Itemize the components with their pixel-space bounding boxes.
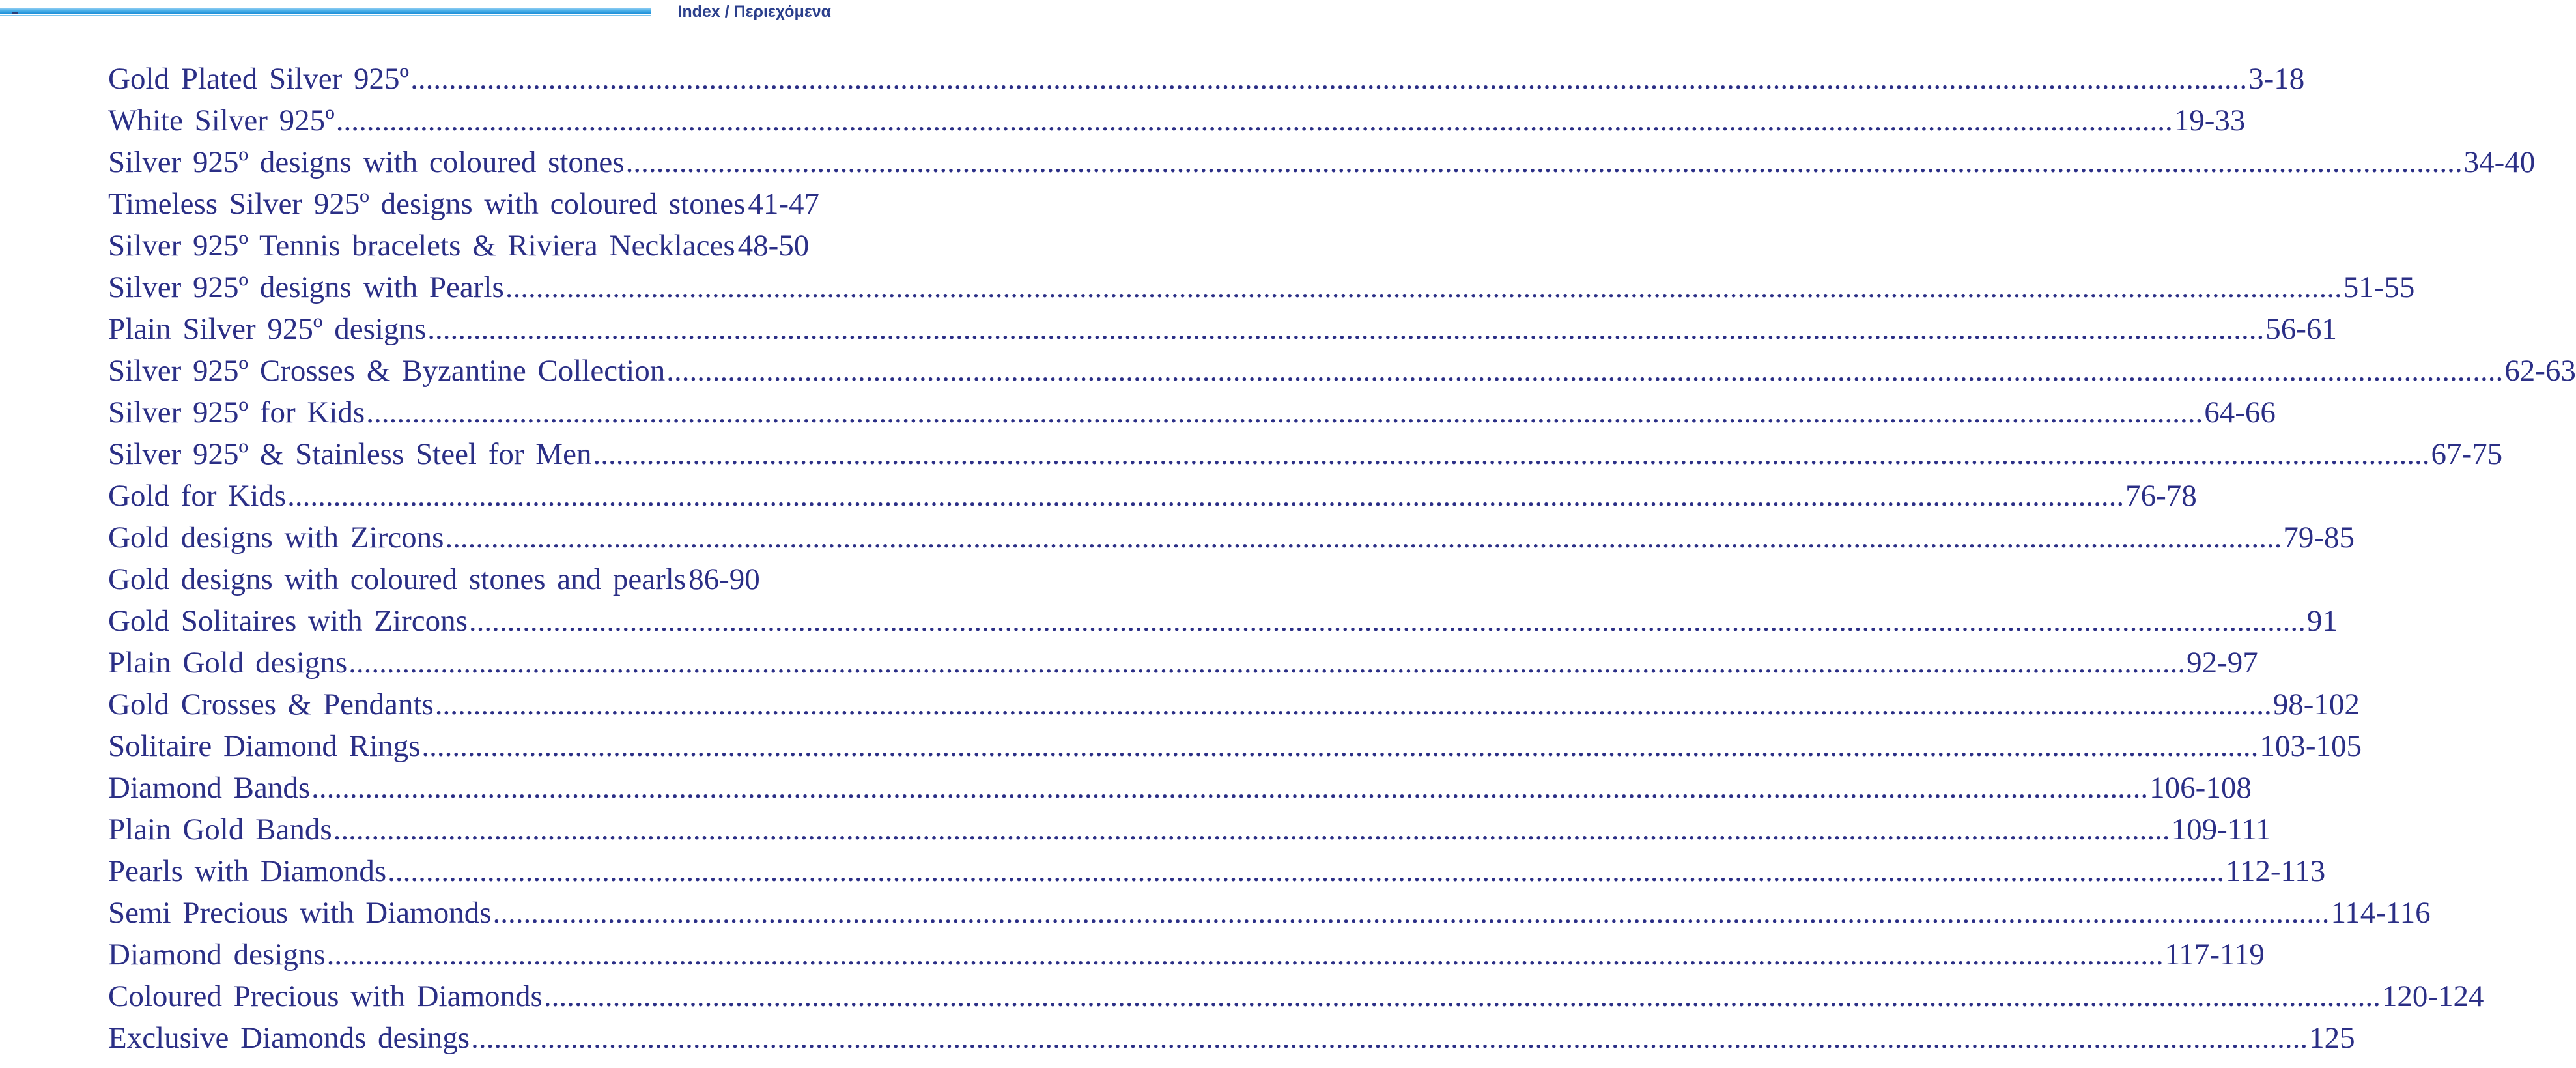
toc-entry[interactable]	[108, 645, 2258, 687]
header-rule-underline	[0, 15, 651, 16]
toc-entry[interactable]	[108, 311, 2337, 353]
toc-entry[interactable]	[108, 520, 2355, 562]
toc-dot-leader	[469, 603, 2306, 639]
toc-dot-leader	[287, 478, 2124, 513]
toc-dot-leader	[427, 311, 2264, 347]
toc-entry[interactable]	[108, 103, 2246, 145]
toc-entry[interactable]	[108, 186, 820, 228]
toc-dot-leader	[388, 854, 2224, 889]
toc-entry-title: Gold Crosses & Pendants	[108, 687, 434, 721]
toc-entry-title: Silver 925º for Kids	[108, 396, 365, 429]
toc-dot-leader	[348, 645, 2185, 680]
toc-dot-leader	[471, 1020, 2308, 1056]
toc-entry-pages: 125	[2309, 1021, 2355, 1055]
toc-entry[interactable]	[108, 687, 2360, 729]
toc-entry-pages: 86-90	[688, 562, 760, 596]
toc-dot-leader	[544, 979, 2381, 1014]
toc-dot-leader	[366, 395, 2203, 430]
toc-dot-leader	[626, 145, 2463, 180]
toc-dot-leader	[336, 103, 2173, 138]
toc-dot-leader	[311, 770, 2148, 805]
toc-entry[interactable]	[108, 979, 2484, 1020]
toc-entry[interactable]	[108, 562, 760, 603]
toc-entry-title: Silver 925º & Stainless Steel for Men	[108, 437, 592, 471]
toc-entry-pages: 76-78	[2125, 479, 2197, 513]
toc-dot-leader	[445, 520, 2282, 555]
toc-entry-pages: 112-113	[2226, 854, 2326, 888]
toc-entry[interactable]	[108, 937, 2265, 979]
toc-entry-pages: 106-108	[2149, 771, 2252, 805]
toc-entry-pages: 98-102	[2272, 687, 2360, 721]
toc-dot-leader	[410, 61, 2247, 96]
toc-entry[interactable]	[108, 395, 2276, 437]
toc-entry-title: White Silver 925º	[108, 104, 335, 137]
toc-entry-pages: 3-18	[2248, 62, 2305, 96]
toc-entry[interactable]	[108, 478, 2197, 520]
toc-entry[interactable]	[108, 353, 2576, 395]
toc-entry[interactable]	[108, 812, 2271, 854]
toc-entry-pages: 51-55	[2343, 270, 2415, 304]
toc-entry[interactable]	[108, 770, 2252, 812]
toc-entry-title: Gold designs with Zircons	[108, 521, 444, 555]
page-title: Index / Περιεχόμενα	[677, 3, 831, 21]
toc-entry-title: Silver 925º designs with Pearls	[108, 270, 504, 304]
toc-entry-pages: 91	[2306, 604, 2338, 638]
toc-dot-leader	[333, 812, 2170, 847]
toc-entry[interactable]	[108, 437, 2503, 478]
toc-dot-leader	[593, 437, 2429, 472]
toc-entry-pages: 117-119	[2164, 938, 2265, 972]
toc-entry-title: Silver 925º Crosses & Byzantine Collection	[108, 354, 666, 388]
toc-entry-title: Coloured Precious with Diamonds	[108, 979, 543, 1013]
toc-entry-title: Pearls with Diamonds	[108, 854, 387, 888]
toc-entry-title: Plain Silver 925º designs	[108, 312, 427, 346]
toc-dot-leader	[435, 687, 2272, 722]
toc-entry-title: Gold Solitaires with Zircons	[108, 604, 468, 638]
toc-entry-pages: 56-61	[2265, 312, 2337, 346]
toc-dot-leader	[505, 270, 2342, 305]
table-of-contents	[108, 61, 2576, 1062]
toc-entry-pages: 103-105	[2259, 729, 2362, 763]
toc-entry-title: Gold designs with coloured stones and pearls	[108, 562, 686, 596]
toc-entry-pages: 34-40	[2463, 145, 2536, 179]
toc-entry[interactable]	[108, 854, 2326, 895]
toc-entry-pages: 92-97	[2187, 646, 2258, 680]
toc-entry-pages: 79-85	[2283, 521, 2355, 555]
toc-entry[interactable]	[108, 1020, 2355, 1062]
header-rule	[0, 8, 651, 14]
toc-entry[interactable]	[108, 270, 2415, 311]
toc-entry-pages: 62-63	[2504, 354, 2576, 388]
toc-entry-title: Silver 925º Tennis bracelets & Riviera Necklaces	[108, 229, 735, 263]
toc-entry-pages: 64-66	[2204, 396, 2276, 429]
toc-entry-title: Gold Plated Silver 925º	[108, 62, 410, 96]
toc-entry[interactable]	[108, 729, 2362, 770]
toc-entry-pages: 109-111	[2171, 813, 2271, 846]
toc-entry-pages: 48-50	[737, 229, 810, 263]
header-tick-mark	[12, 12, 18, 14]
toc-entry-title: Diamond Bands	[108, 771, 311, 805]
toc-entry[interactable]	[108, 145, 2536, 186]
toc-entry-title: Exclusive Diamonds desings	[108, 1021, 470, 1055]
toc-entry-pages: 120-124	[2381, 979, 2484, 1013]
toc-entry-title: Timeless Silver 925º designs with coloured stones	[108, 187, 746, 221]
toc-dot-leader	[327, 937, 2164, 972]
toc-dot-leader	[666, 353, 2503, 388]
toc-entry-title: Silver 925º designs with coloured stones	[108, 145, 625, 179]
toc-entry-pages: 41-47	[748, 187, 820, 221]
toc-entry-title: Diamond designs	[108, 938, 326, 972]
toc-entry[interactable]	[108, 228, 810, 270]
toc-entry-pages: 19-33	[2173, 104, 2246, 137]
toc-dot-leader	[493, 895, 2330, 931]
toc-entry[interactable]	[108, 61, 2305, 103]
toc-entry-pages: 114-116	[2330, 896, 2431, 930]
toc-entry-title: Gold for Kids	[108, 479, 287, 513]
toc-entry-title: Plain Gold designs	[108, 646, 348, 680]
toc-dot-leader	[421, 729, 2258, 764]
toc-entry[interactable]	[108, 895, 2431, 937]
toc-entry-title: Solitaire Diamond Rings	[108, 729, 421, 763]
toc-entry-title: Semi Precious with Diamonds	[108, 896, 492, 930]
page-header	[0, 0, 834, 26]
toc-entry[interactable]	[108, 603, 2338, 645]
toc-entry-pages: 67-75	[2431, 437, 2503, 471]
toc-entry-title: Plain Gold Bands	[108, 813, 332, 846]
